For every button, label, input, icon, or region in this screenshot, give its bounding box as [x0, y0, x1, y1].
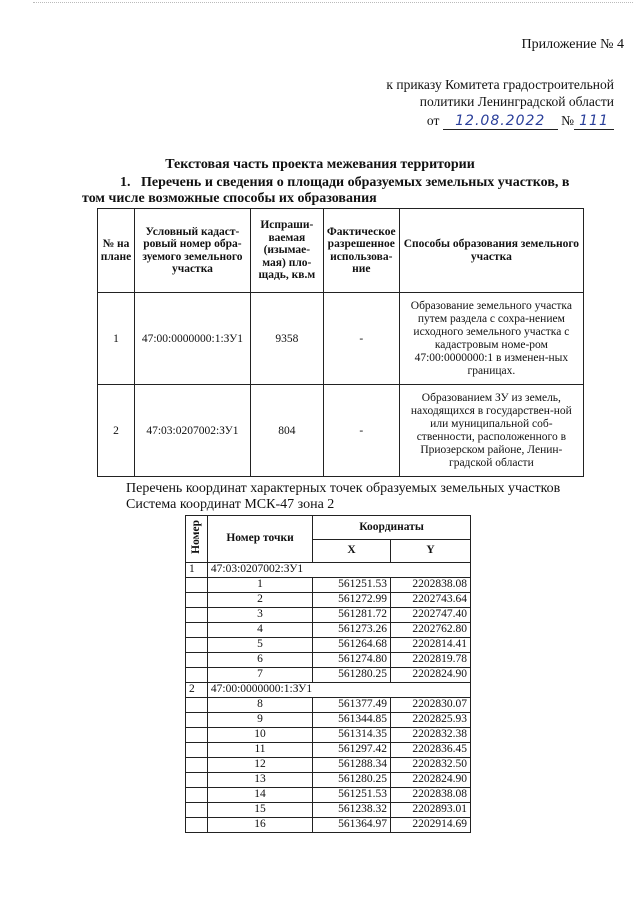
point-x: 561251.53 — [313, 578, 391, 593]
order-number: 111 — [574, 113, 614, 130]
land-plots-table — [97, 208, 584, 477]
point-x: 561280.25 — [313, 773, 391, 788]
table-row — [186, 713, 471, 728]
point-y: 2202893.01 — [391, 803, 471, 818]
group-num: 1 — [186, 563, 208, 578]
point-y: 2202830.07 — [391, 698, 471, 713]
table-row — [186, 728, 471, 743]
point-x: 561281.72 — [313, 608, 391, 623]
point-y: 2202814.41 — [391, 638, 471, 653]
col-method-header: Способы образования земельного участка — [399, 209, 583, 293]
table-row — [186, 698, 471, 713]
row-area: 804 — [250, 385, 323, 477]
point-y: 2202832.38 — [391, 728, 471, 743]
date-prefix: от — [426, 113, 440, 128]
table-row — [186, 638, 471, 653]
table-header-row — [98, 209, 584, 293]
col-num-header: № на плане — [98, 209, 135, 293]
point-y: 2202762.80 — [391, 623, 471, 638]
coords-header-row — [186, 516, 471, 540]
coords-caption-line1: Перечень координат характерных точек образуемых земельных участков — [126, 481, 561, 496]
row-usage: - — [323, 293, 399, 385]
page-top-edge — [33, 2, 633, 3]
order-reference — [354, 76, 614, 110]
point-x: 561273.26 — [313, 623, 391, 638]
point-x: 561272.99 — [313, 593, 391, 608]
point-x: 561288.34 — [313, 758, 391, 773]
section-1-heading — [82, 175, 622, 207]
point-x: 561274.80 — [313, 653, 391, 668]
point-x: 561264.68 — [313, 638, 391, 653]
col-point-header: Номер точки — [207, 516, 312, 563]
group-name: 47:03:0207002:ЗУ1 — [207, 563, 470, 578]
col-y-header: Y — [391, 539, 471, 563]
point-number: 9 — [207, 713, 312, 728]
point-x: 561297.42 — [313, 743, 391, 758]
point-number: 1 — [207, 578, 312, 593]
point-number: 6 — [207, 653, 312, 668]
table-row — [186, 758, 471, 773]
order-date-number — [427, 113, 614, 130]
col-x-header: X — [313, 539, 391, 563]
table-row — [186, 773, 471, 788]
point-x: 561314.35 — [313, 728, 391, 743]
section-1-number: 1. — [120, 175, 131, 190]
table-row — [186, 578, 471, 593]
table-row — [186, 608, 471, 623]
group-num: 2 — [186, 683, 208, 698]
point-number: 4 — [207, 623, 312, 638]
point-number: 15 — [207, 803, 312, 818]
point-y: 2202914.69 — [391, 818, 471, 833]
section-1-heading-line1: Перечень и сведения о площади образуемых земельных участков, в — [141, 175, 570, 190]
point-y: 2202747.40 — [391, 608, 471, 623]
group-name: 47:00:0000000:1:ЗУ1 — [207, 683, 470, 698]
table-row — [186, 653, 471, 668]
col-usage-header: Фактическое разрешенное использова-ние — [323, 209, 399, 293]
point-number: 11 — [207, 743, 312, 758]
number-prefix: № — [561, 113, 574, 128]
appendix-label: Приложение № 4 — [521, 37, 624, 52]
point-number: 8 — [207, 698, 312, 713]
section-1-heading-line2: том числе возможные способы их образования — [82, 191, 377, 206]
point-y: 2202832.50 — [391, 758, 471, 773]
table-row — [186, 803, 471, 818]
table-row — [98, 293, 584, 385]
col-area-header: Испраши-ваемая (изымае-мая) пло-щадь, кв.м — [250, 209, 323, 293]
col-coords-header: Координаты — [313, 516, 471, 540]
row-cadastral: 47:00:0000000:1:ЗУ1 — [134, 293, 250, 385]
row-cadastral: 47:03:0207002:ЗУ1 — [134, 385, 250, 477]
point-number: 10 — [207, 728, 312, 743]
point-y: 2202824.90 — [391, 668, 471, 683]
point-x: 561280.25 — [313, 668, 391, 683]
point-number: 2 — [207, 593, 312, 608]
row-method: Образование земельного участка путем раздела с сохра-нением исходного земельного участка с кадастровым номе-ром 47:00:0000000:1 в изменен-ных границах. — [399, 293, 583, 385]
document-title: Текстовая часть проекта межевания территории — [165, 157, 475, 172]
point-number: 14 — [207, 788, 312, 803]
row-usage: - — [323, 385, 399, 477]
table-row — [186, 668, 471, 683]
table-row — [186, 593, 471, 608]
table-row — [98, 385, 584, 477]
point-number: 12 — [207, 758, 312, 773]
order-line-1: к приказу Комитета градостроительной — [386, 77, 614, 92]
col-group-num-header: Номер — [189, 519, 202, 554]
order-date: 12.08.2022 — [443, 113, 558, 130]
col-cadastral-header: Условный кадаст-ровый номер обра-зуемого земельного участка — [134, 209, 250, 293]
table-row — [186, 743, 471, 758]
point-x: 561251.53 — [313, 788, 391, 803]
point-number: 5 — [207, 638, 312, 653]
row-num: 2 — [98, 385, 135, 477]
point-y: 2202819.78 — [391, 653, 471, 668]
row-area: 9358 — [250, 293, 323, 385]
row-num: 1 — [98, 293, 135, 385]
table-row — [186, 818, 471, 833]
coordinates-table — [185, 515, 471, 833]
table-row — [186, 623, 471, 638]
point-x: 561364.97 — [313, 818, 391, 833]
point-y: 2202838.08 — [391, 788, 471, 803]
point-y: 2202838.08 — [391, 578, 471, 593]
point-number: 3 — [207, 608, 312, 623]
group-row — [186, 563, 471, 578]
point-y: 2202824.90 — [391, 773, 471, 788]
point-x: 561238.32 — [313, 803, 391, 818]
coords-caption-line2: Система координат МСК-47 зона 2 — [126, 497, 335, 512]
row-method: Образованием ЗУ из земель, находящихся в государствен-ной или муниципальной соб-ственности, расположенного в Приозерском районе, Ленин-градской области — [399, 385, 583, 477]
table-row — [186, 788, 471, 803]
point-y: 2202825.93 — [391, 713, 471, 728]
point-x: 561344.85 — [313, 713, 391, 728]
point-y: 2202743.64 — [391, 593, 471, 608]
point-number: 16 — [207, 818, 312, 833]
point-x: 561377.49 — [313, 698, 391, 713]
point-number: 7 — [207, 668, 312, 683]
point-y: 2202836.45 — [391, 743, 471, 758]
order-line-2: политики Ленинградской области — [419, 94, 614, 109]
point-number: 13 — [207, 773, 312, 788]
group-row — [186, 683, 471, 698]
